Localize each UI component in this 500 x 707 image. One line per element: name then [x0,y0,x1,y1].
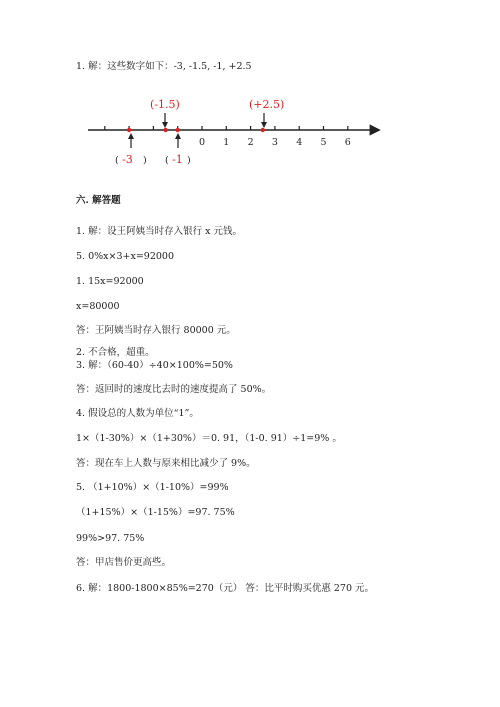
label-below-minus-3-close: ) [143,155,147,166]
answer-line: 答：返回时的速度比去时的速度提高了 50%。 [76,384,272,395]
answer-line: 答：现在车上人数与原来相比减少了 9%。 [76,458,256,469]
arrowhead-minus-3 [128,133,134,139]
tick-label-6: 6 [344,137,351,148]
mark-point [261,128,265,132]
answer-line: 1. 15x=92000 [76,276,144,287]
answer-line: 1. 解：设王阿姨当时存入银行 x 元钱。 [76,226,242,237]
answer-line: 4. 假设总的人数为单位“1”。 [76,408,199,419]
answer-line: （1+15%）×（1-15%）=97. 75% [76,507,235,518]
tick-label-3: 3 [271,137,278,148]
label-below-minus-3-open: ( [115,155,119,166]
label-below-minus-1-value: -1 [172,153,183,166]
label-above-minus-1-5: (-1.5) [150,98,180,111]
label-below-minus-1-open: ( [165,155,169,166]
mark-point [176,128,180,132]
label-below-minus-3-value: -3 [122,153,133,166]
answer-1-numbers: 1. 解：这些数字如下：-3, -1.5, -1, +2.5 [76,61,252,72]
answer-line: 2. 不合格，超重。 [76,347,155,358]
section-title: 六. 解答题 [76,195,121,206]
mark-point [127,128,131,132]
answer-line: 6. 解：1800-1800×85%=270（元） 答：比平时购买优惠 270 元。 [76,583,375,594]
answer-line: 3. 解：（60-40）÷40×100%=50% [76,360,233,371]
answer-line: x=80000 [76,301,120,312]
answer-line: 1×（1-30%）×（1+30%）＝0. 91，（1-0. 91）÷1=9% 。 [76,433,342,444]
label-below-minus-1-close: ) [187,155,191,166]
arrowhead-minus-1-5 [162,122,168,128]
answer-line: 99%>97. 75% [76,533,145,544]
arrowhead-minus-1 [175,133,181,139]
answer-line: 5. （1+10%）×（1-10%）=99% [76,482,229,493]
answer-line: 5. 0%x×3+x=92000 [76,251,175,262]
number-line-tick-labels [199,137,351,148]
arrowhead-plus-2-5 [261,122,267,128]
tick-label-5: 5 [320,137,327,148]
label-above-plus-2-5: (+2.5) [249,98,285,111]
tick-label-1: 1 [223,137,230,148]
tick-label-2: 2 [247,137,254,148]
tick-label-4: 4 [296,137,303,148]
answer-line: 答：甲店售价更高些。 [76,557,172,568]
answer-line: 答：王阿姨当时存入银行 80000 元。 [76,325,236,336]
mark-point [163,128,167,132]
number-line-figure [0,0,500,180]
tick-label-0: 0 [199,137,206,148]
